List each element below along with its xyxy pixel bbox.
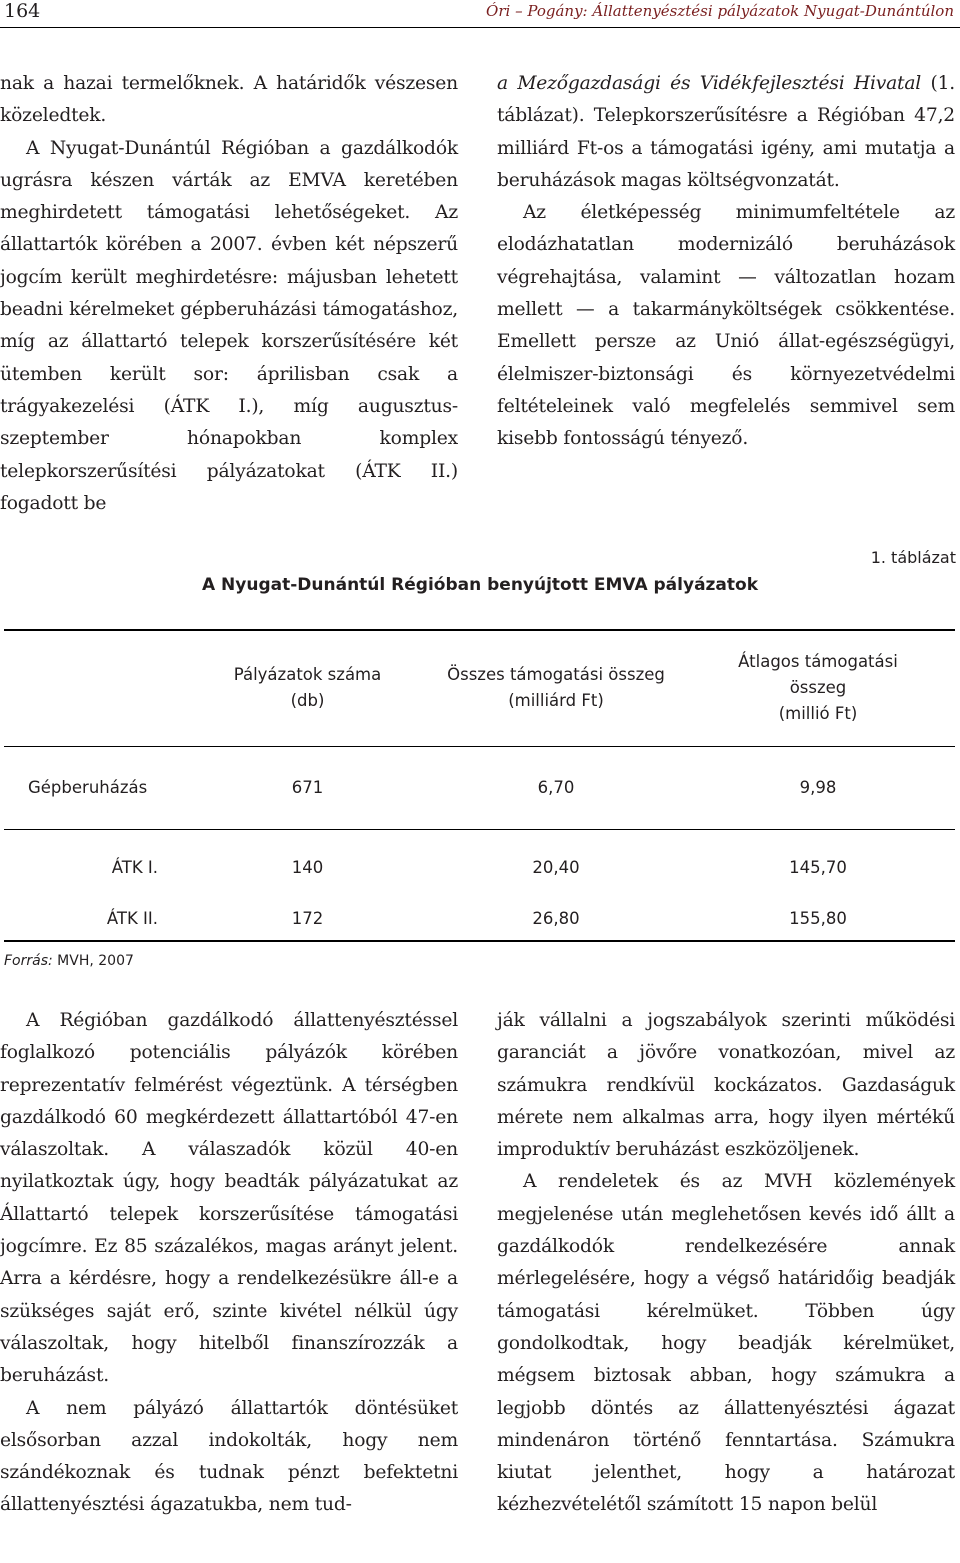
paragraph: A Régióban gazdálkodó állattenyésztéssel foglalkozó potenciális pályázók körében reprezentatív felmérést végeztünk. A térségben gazdálkodó 60 megkérdezett állattartóból 47-en válaszoltak. A válaszadók közül 40-en nyilatkoztak úgy, hogy beadták pályázatukat az Állattartó telepek korszerűsítése támogatási jogcímre. Ez 85 százalékos, magas arányt jelent. Arra a kérdésre, hogy a rendelkezésükre áll-e a szükséges saját erő, szinte kivétel nélkül úgy válaszoltak, hogy hitelből finanszírozzák a beruházást. bbox=[0, 1010, 458, 1387]
paragraph-text: (1. táblázat). Telepkorszerűsítésre a Régióban 47,2 milliárd Ft-os a támogatási igény, ami mutatja a beruházások magas költségvonzatát. bbox=[497, 73, 955, 191]
paragraph: nak a hazai termelőknek. A határidők vészesen közeledtek. bbox=[0, 73, 458, 127]
data-table bbox=[4, 629, 955, 942]
table-number: 1. táblázat bbox=[870, 548, 956, 567]
cell-count: 172 bbox=[291, 909, 324, 928]
paragraph bbox=[497, 68, 955, 197]
text-column-left-bottom bbox=[0, 1005, 458, 1522]
table-row bbox=[4, 889, 955, 941]
source-value: MVH, 2007 bbox=[52, 953, 134, 969]
cell-total: 26,80 bbox=[532, 909, 580, 928]
paragraph: ják vállalni a jogszabályok szerinti működési garanciát a jövőre vonatkozóan, mivel az számukra rendkívül kockázatos. Gazdaságuk mérete nem alkalmas arra, hogy ilyen mértékű improduktív beruházást eszközöljenek. bbox=[497, 1010, 955, 1161]
header-cell-total: Összes támogatási összeg (milliárd Ft) bbox=[447, 665, 665, 711]
paragraph: A nem pályázó állattartók döntésüket elsősorban azzal indokolták, hogy nem szándékoznak és tudnak pénzt befektetni állattenyésztési ágazatukba, nem tud- bbox=[0, 1397, 458, 1516]
cell-average: 145,70 bbox=[789, 858, 847, 877]
text-column-right-top bbox=[497, 68, 955, 456]
header-cell-empty bbox=[4, 630, 184, 746]
cell-average: 9,98 bbox=[799, 778, 837, 797]
text-column-right-bottom bbox=[497, 1005, 955, 1522]
header-rule bbox=[0, 27, 960, 28]
cell-average: 155,80 bbox=[789, 909, 847, 928]
source-label: Forrás: bbox=[4, 953, 53, 969]
cell-count: 140 bbox=[291, 858, 324, 877]
table-source bbox=[4, 953, 134, 969]
header-cell-count: Pályázatok száma (db) bbox=[233, 665, 382, 711]
table-header-row bbox=[4, 630, 955, 746]
table-row bbox=[4, 746, 955, 829]
page-number: 164 bbox=[4, 0, 41, 22]
running-header: Óri – Pogány: Állattenyésztési pályázatok Nyugat-Dunántúlon bbox=[486, 2, 954, 20]
text-column-left-top bbox=[0, 68, 458, 520]
row-label: Gépberuházás bbox=[28, 778, 148, 797]
table-row bbox=[4, 829, 955, 889]
cell-count: 671 bbox=[291, 778, 324, 797]
paragraph: Az életképesség minimumfeltétele az elodázhatatlan modernizáló beruházások végrehajtása, valamint — változatlan hozam mellett — a takarmányköltségek csökkentése. Emellett persze az Unió állat-egészségügyi, élelmiszer-biztonsági és környezetvédelmi feltételeinek való megfelelés semmivel sem kisebb fontosságú tényező. bbox=[497, 202, 955, 450]
header-cell-average: Átlagos támogatási összeg (millió Ft) bbox=[738, 652, 898, 724]
paragraph: A rendeletek és az MVH közlemények megjelenése után meglehetősen kevés idő állt a gazdálkodók rendelkezésére annak mérlegelésére, hogy a végső határidőig beadják támogatási kérelmüket. Többen úgy gondolkodtak, hogy beadják kérelmüket, mégsem biztosak abban, hogy számukra a legjobb döntés az állattenyésztési ágazat mindenáron történő fenntartása. Számukra kiutat jelenthet, hogy a határozat kézhezvételétől számított 15 napon belül bbox=[497, 1171, 955, 1516]
table-title: A Nyugat-Dunántúl Régióban benyújtott EMVA pályázatok bbox=[201, 575, 759, 595]
row-label: ÁTK II. bbox=[106, 909, 158, 928]
row-label: ÁTK I. bbox=[111, 858, 158, 877]
paragraph: A Nyugat-Dunántúl Régióban a gazdálkodók ugrásra készen várták az EMVA keretében meghirdetett támogatási lehetőségeket. Az állattartók körében a 2007. évben két népszerű jogcím került meghirdetésre: májusban lehetett beadni kérelmeket gépberuházási támogatáshoz, míg az állattartó telepek korszerűsítésére két ütemben került sor: áprilisban csak a trágyakezelési (ÁTK I.), míg augusztus-szeptember hónapokban komplex telepkorszerűsítési pályázatokat (ÁTK II.) fogadott be bbox=[0, 137, 458, 514]
institution-name: a Mezőgazdasági és Vidékfejlesztési Hivatal bbox=[497, 73, 922, 94]
cell-total: 6,70 bbox=[537, 778, 575, 797]
cell-total: 20,40 bbox=[532, 858, 580, 877]
